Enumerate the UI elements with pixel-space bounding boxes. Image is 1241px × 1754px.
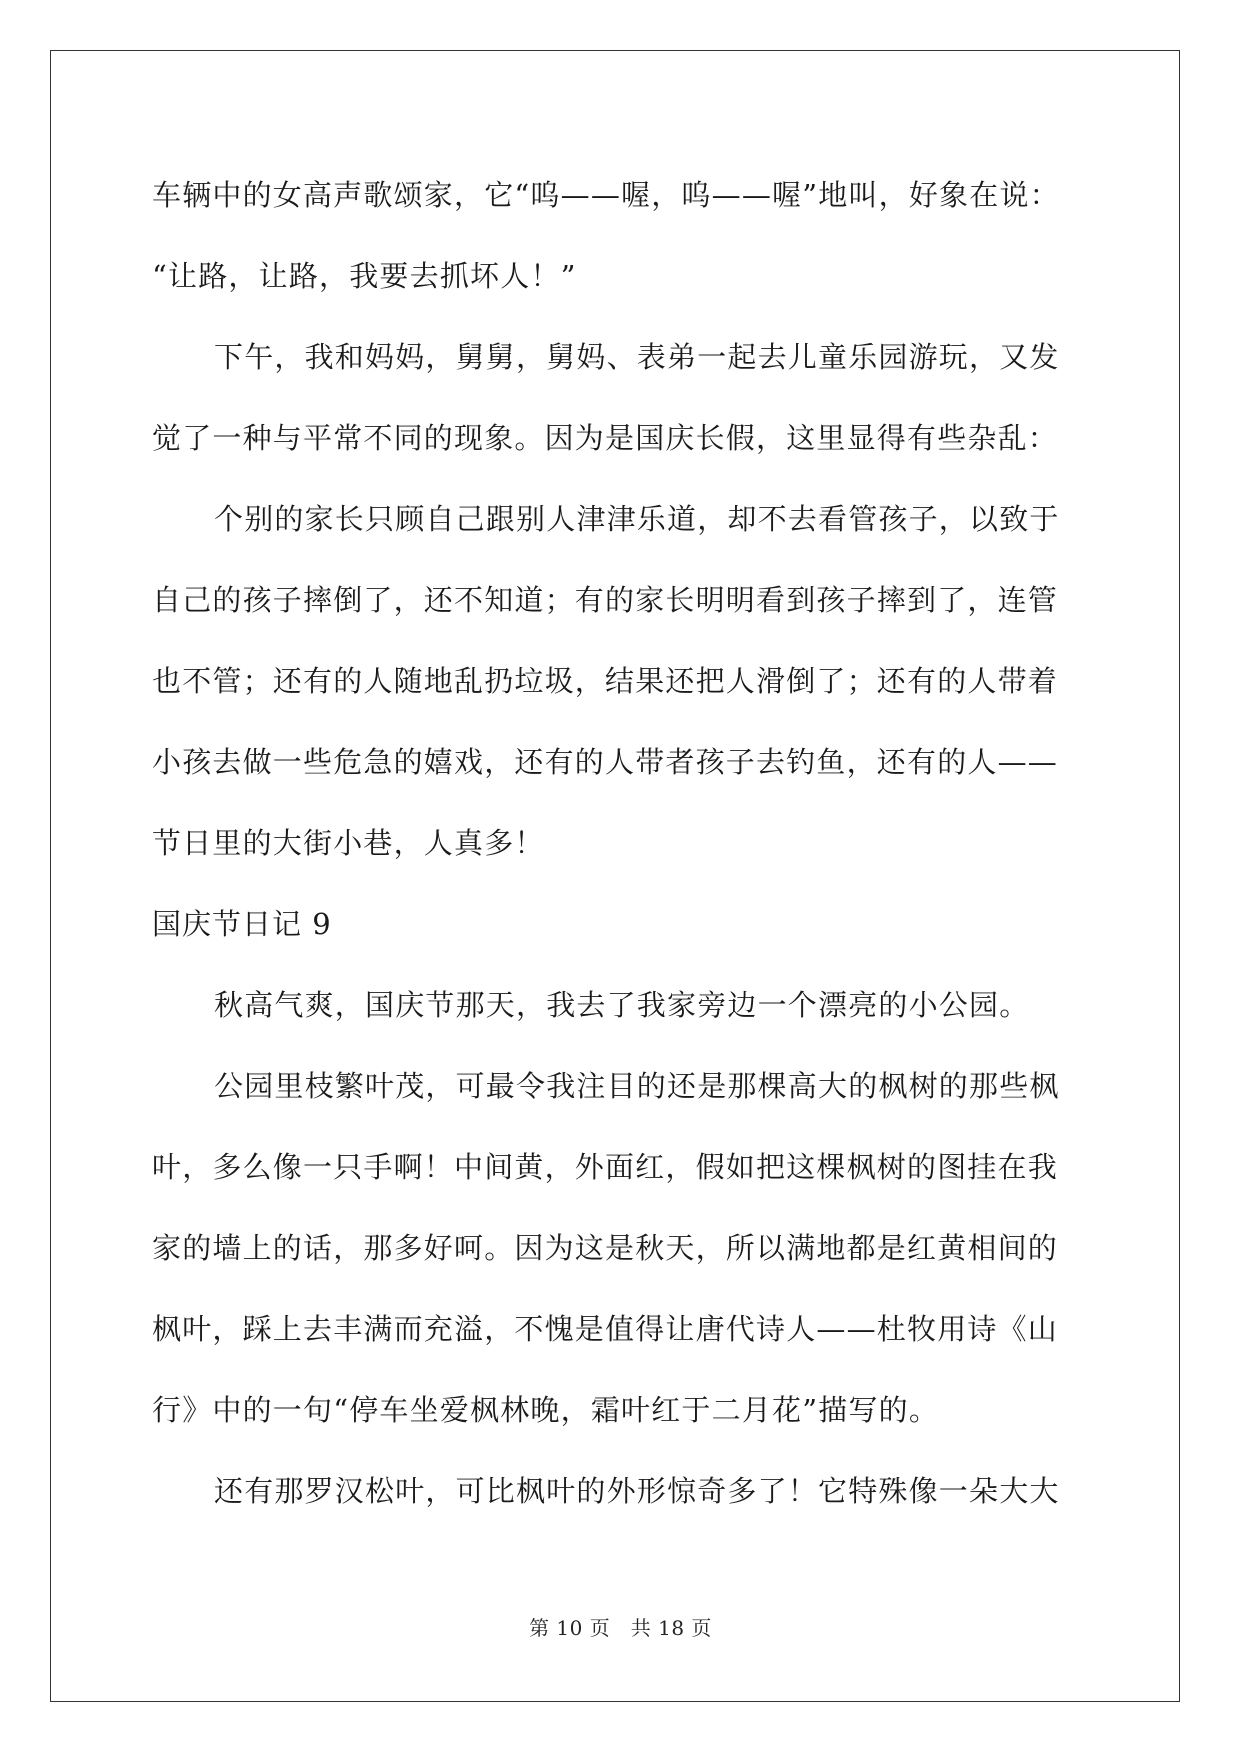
text-line: 车辆中的女高声歌颂家，它“呜——喔，呜——喔”地叫，好象在说： [152, 178, 1060, 212]
page-number-footer: 第 10 页 共 18 页 [529, 1616, 712, 1640]
text-line: 叶，多么像一只手啊！中间黄，外面红，假如把这棵枫树的图挂在我 [152, 1150, 1059, 1184]
text-line: 小孩去做一些危急的嬉戏，还有的人带者孩子去钓鱼，还有的人—— [152, 745, 1059, 779]
document-body [152, 155, 1087, 1532]
paragraph-start: 秋高气爽，国庆节那天，我去了我家旁边一个漂亮的小公园。 [214, 988, 1030, 1022]
text-line: 也不管；还有的人随地乱扔垃圾，结果还把人滑倒了；还有的人带着 [152, 664, 1059, 698]
text-line: 家的墙上的话，那多好呵。因为这是秋天，所以满地都是红黄相间的 [152, 1231, 1059, 1265]
paragraph-start: 下午，我和妈妈，舅舅，舅妈、表弟一起去儿童乐园游玩，又发 [214, 340, 1060, 374]
text-line: 自己的孩子摔倒了，还不知道；有的家长明明看到孩子摔到了，连管 [152, 583, 1059, 617]
section-heading: 国庆节日记 9 [152, 907, 332, 941]
paragraph-start: 还有那罗汉松叶，可比枫叶的外形惊奇多了！它特殊像一朵大大 [214, 1474, 1060, 1508]
paragraph-start: 个别的家长只顾自己跟别人津津乐道，却不去看管孩子，以致于 [214, 502, 1060, 536]
text-line: “让路，让路，我要去抓坏人！” [152, 259, 577, 293]
text-line: 觉了一种与平常不同的现象。因为是国庆长假，这里显得有些杂乱： [152, 421, 1059, 455]
text-line: 行》中的一句“停车坐爱枫林晚，霜叶红于二月花”描写的。 [152, 1393, 940, 1427]
text-line: 节日里的大街小巷，人真多！ [152, 826, 545, 860]
paragraph-start: 公园里枝繁叶茂，可最令我注目的还是那棵高大的枫树的那些枫 [214, 1069, 1060, 1103]
text-line: 枫叶，踩上去丰满而充溢，不愧是值得让唐代诗人——杜牧用诗《山 [152, 1312, 1059, 1346]
